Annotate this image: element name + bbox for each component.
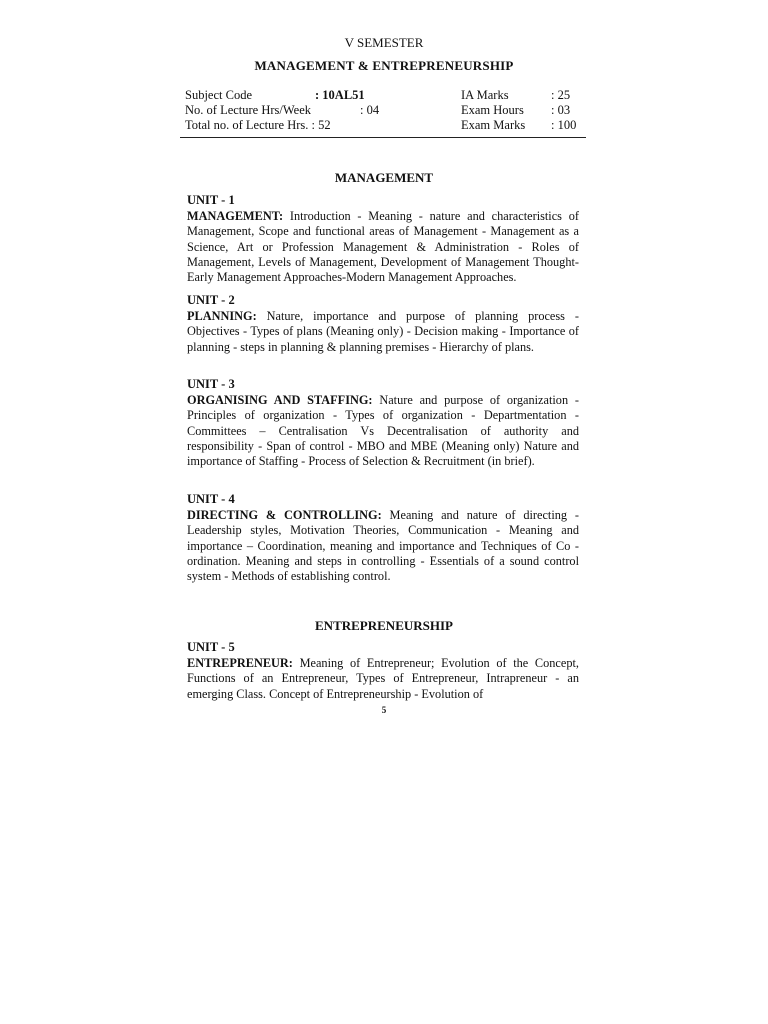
unit-topic: ORGANISING AND STAFFING: (187, 393, 373, 408)
unit-2 (187, 293, 579, 355)
lecture-hrs-week-label: No. of Lecture Hrs/Week (185, 103, 312, 117)
exam-marks-value: : 100 (551, 118, 577, 132)
unit-topic: ENTREPRENEUR: (187, 656, 293, 671)
lecture-hrs-week-value: : 04 (360, 103, 380, 117)
unit-description: Meaning of Entrepreneur; Evolution of the Concept, Functions of an Entrepreneur, Types of Entrepreneur, Intrapreneur - an emerging Class. Concept of Entrepreneurship - Evolution of (187, 656, 579, 701)
semester-heading: V SEMESTER (344, 35, 424, 50)
section-heading-entrepreneurship: ENTREPRENEURSHIP (315, 618, 453, 633)
ia-marks-value: : 25 (551, 88, 571, 102)
course-title: MANAGEMENT & ENTREPRENEURSHIP (254, 58, 514, 73)
unit-body (187, 393, 579, 469)
unit-topic: DIRECTING & CONTROLLING: (187, 508, 382, 523)
divider-rule (180, 137, 586, 138)
unit-topic: MANAGEMENT: (187, 209, 284, 224)
course-info-table (185, 88, 585, 133)
ia-marks-label: IA Marks (461, 88, 509, 102)
unit-5 (187, 640, 579, 702)
exam-hours-label: Exam Hours (461, 103, 524, 117)
unit-description: Nature, importance and purpose of planning process - Objectives - Types of plans (Meaning only) - Decision making - Importance of planning - steps in planning & planning premises - Hierarchy of plans. (187, 309, 579, 354)
unit-body (187, 508, 579, 584)
unit-body (187, 656, 579, 702)
unit-description: Introduction - Meaning - nature and characteristics of Management, Scope and functional areas of Management - Management as a Science, Art or Profession Management & Administration - Roles of Management, Levels of Management, Development of Management Thought-Early Management Approaches-Modern Management Approaches. (187, 209, 579, 285)
unit-description: Meaning and nature of directing - Leadership styles, Motivation Theories, Communication - Meaning and importance – Coordination, meaning and importance and Techniques of Co - ordination. Meaning and steps in controlling - Essentials of a sound control system - Methods of establishing control. (187, 508, 580, 584)
subject-code-value: : 10AL51 (315, 88, 365, 102)
page-number: 5 (381, 705, 387, 715)
unit-body (187, 309, 579, 355)
total-lecture-hrs: Total no. of Lecture Hrs. : 52 (185, 118, 331, 132)
unit-4 (187, 492, 579, 584)
info-row (185, 118, 585, 133)
info-row (185, 103, 585, 118)
unit-topic: PLANNING: (187, 309, 257, 324)
unit-description: Nature and purpose of organization - Principles of organization - Types of organization - Departmentation - Committees – Centralisation Vs Decentralisation of authority and responsibility - Span of control - MBO and MBE (Meaning only) Nature and importance of Staffing - Process of Selection & Recruitment (in brief). (187, 393, 579, 469)
exam-marks-label: Exam Marks (461, 118, 526, 132)
unit-heading: UNIT - 1 (187, 193, 235, 207)
subject-code-label: Subject Code (185, 88, 253, 102)
unit-3 (187, 377, 579, 469)
unit-heading: UNIT - 4 (187, 492, 235, 506)
section-heading-management: MANAGEMENT (334, 170, 434, 185)
unit-heading: UNIT - 3 (187, 377, 235, 391)
exam-hours-value: : 03 (551, 103, 571, 117)
unit-1 (187, 193, 579, 285)
unit-heading: UNIT - 2 (187, 293, 235, 307)
unit-heading: UNIT - 5 (187, 640, 235, 654)
info-row (185, 88, 585, 103)
unit-body (187, 209, 579, 285)
